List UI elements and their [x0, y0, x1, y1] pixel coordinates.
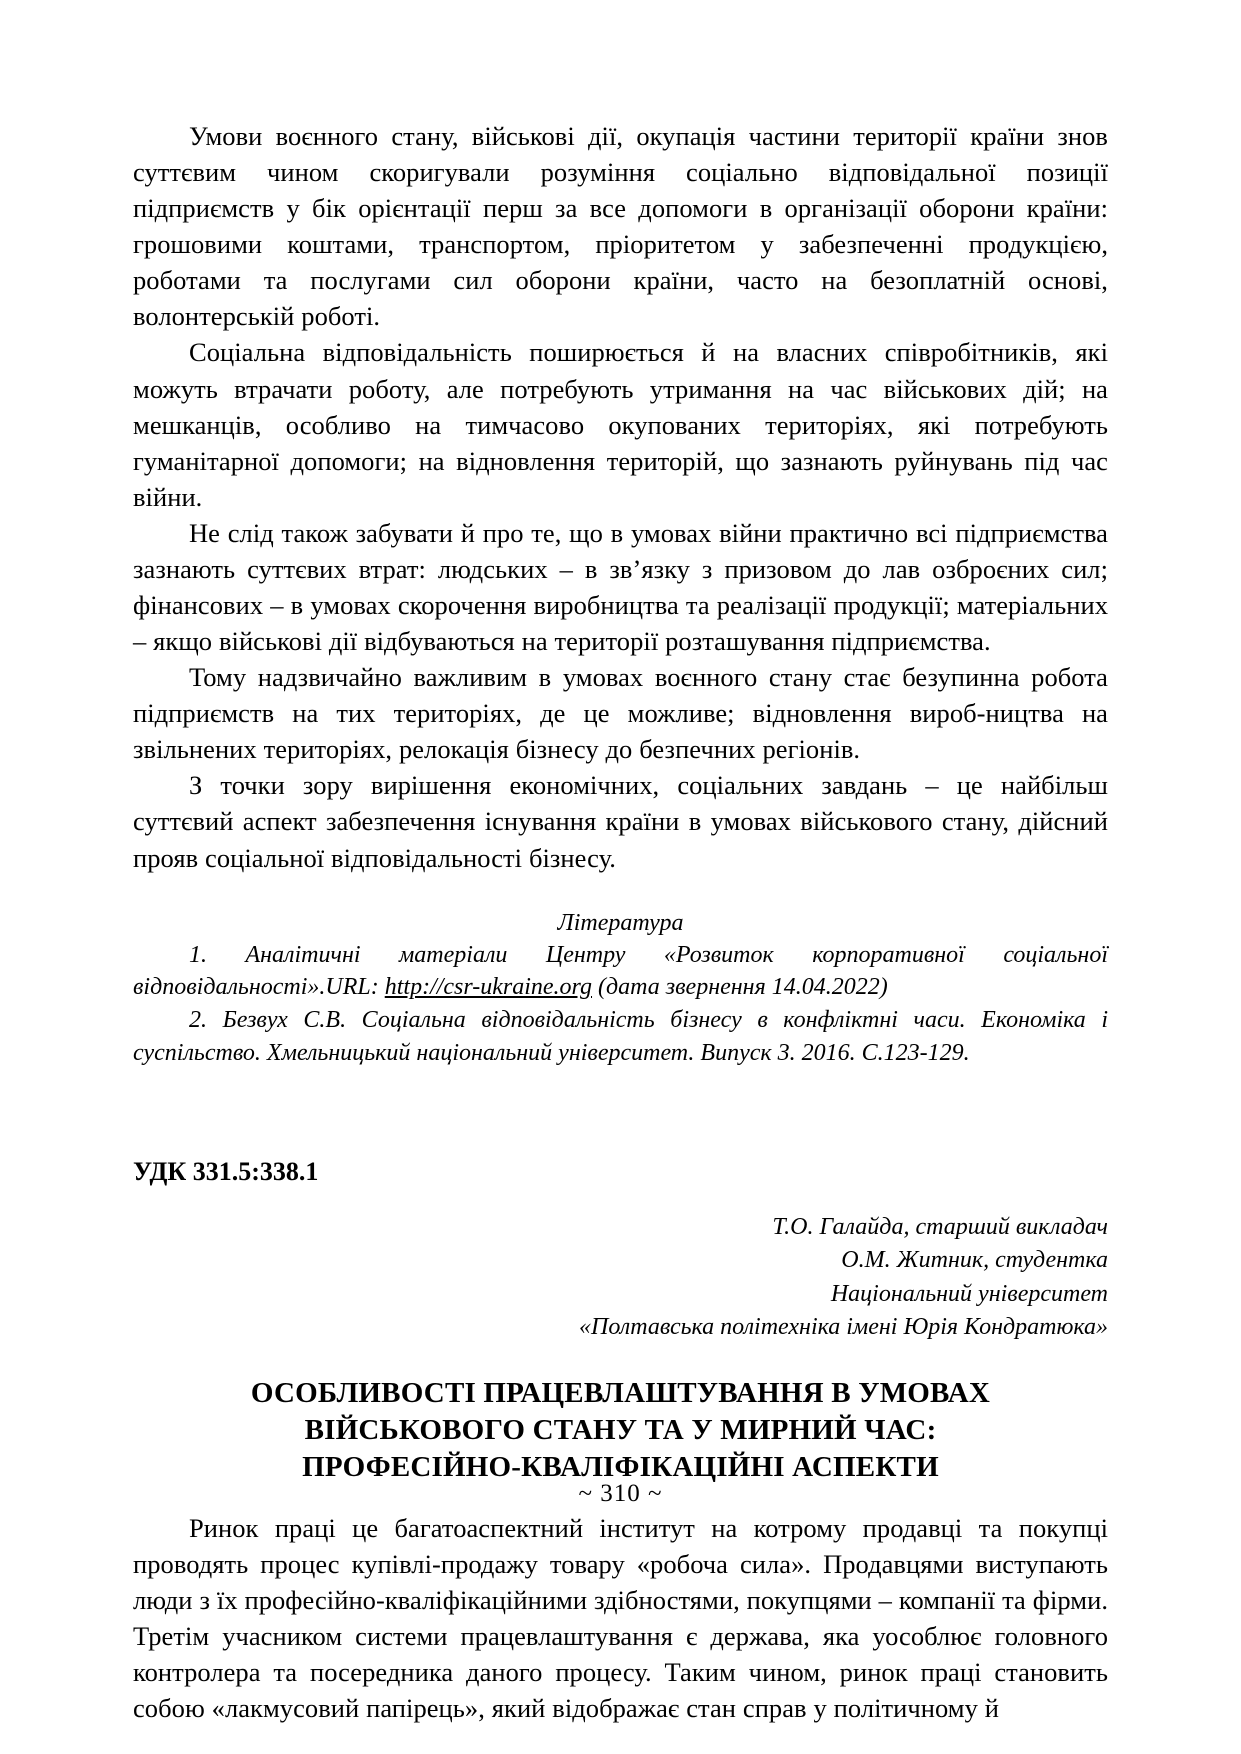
- paragraph: Умови воєнного стану, військові дії, окупація частини території країни знов суттєвим чином скоригували розуміння соціально відповідальної позиції підприємств у бік орієнтації перш за все допомоги в організації оборони країни: грошовими коштами, транспортом, пріоритетом у забезпеченні продукцією, роботами та послугами сил оборони країни, часто на безоплатній основі, волонтерській роботі.: [133, 121, 1108, 332]
- reference-url-link[interactable]: http://csr-ukraine.org: [384, 974, 593, 1001]
- reference-text-after-url: (дата звернення 14.04.2022): [592, 974, 888, 1001]
- affiliation-line-institute: «Полтавська політехніка імені Юрія Кондратюка»: [579, 1314, 1108, 1341]
- paragraph: Не слід також забувати й про те, що в умовах війни практично всі підприємства зазнають суттєвих втрат: людських – в зв’язку з призовом до лав озброєних сил; фінансових – в умовах скорочення виробництва та реалізації продукції; матеріальних – якщо військові дії відбуваються на території розташування підприємства.: [133, 517, 1108, 657]
- reference-text-before-url: 1. Аналітичні матеріали Центру «Розвиток корпоративної соціальної відповідальності».URL:: [133, 941, 1108, 1001]
- literature-heading: Література: [557, 909, 684, 936]
- article-title-line: ОСОБЛИВОСТІ ПРАЦЕВЛАШТУВАННЯ В УМОВАХ: [250, 1376, 991, 1409]
- paragraph: Соціальна відповідальність поширюється й на власних співробітників, які можуть втрачати роботу, але потребують утримання на час військових дій; на мешканців, особливо на тимчасово окупованих територіях, які потребують гуманітарної допомоги; на відновлення територій, що зазнають руйнувань під час війни.: [133, 337, 1108, 512]
- reference-item: [133, 1004, 1108, 1069]
- affiliation-line-university: Національний університет: [830, 1280, 1108, 1307]
- author-affiliation-block: [133, 1211, 1108, 1344]
- article-title: [133, 1375, 1108, 1486]
- article-title-line: ПРОФЕСІЙНО-КВАЛІФІКАЦІЙНІ АСПЕКТИ: [302, 1450, 939, 1483]
- paragraph: Ринок праці це багатоаспектний інститут на котрому продавці та покупці проводять процес купівлі-продажу товару «робоча сила». Продавцями виступають люди з їх професійно-кваліфікаційними здібностями, покупцями – компанії та фірми. Третім учасником системи працевлаштування є держава, яка уособлює головного контролера та посередника даного процесу. Таким чином, ринок праці становить собою «лакмусовий папірець», який відображає стан справ у політичному й: [133, 1512, 1108, 1724]
- author-line-primary: Т.О. Галайда, старший викладач: [772, 1214, 1108, 1241]
- reference-item: [133, 939, 1108, 1004]
- reference-text: 2. Безвух С.В. Соціальна відповідальність бізнесу в конфліктні часи. Економіка і суспільство. Хмельницький національний університет. Випуск 3. 2016. С.123-129.: [133, 1007, 1108, 1066]
- paragraph: З точки зору вирішення економічних, соціальних завдань – це найбільш суттєвий аспект забезпечення існування країни в умовах військового стану, дійсний прояв соціальної відповідальності бізнесу.: [133, 770, 1108, 873]
- body-text-block-two: [133, 1510, 1108, 1726]
- body-text-block-one: [133, 118, 1108, 876]
- page-number: ~ 310 ~: [578, 1480, 663, 1507]
- author-line-secondary: О.М. Житник, студентка: [841, 1247, 1108, 1274]
- literature-section: [133, 908, 1108, 1070]
- article-title-line: ВІЙСЬКОВОГО СТАНУ ТА У МИРНИЙ ЧАС:: [304, 1413, 937, 1446]
- udc-code: УДК 331.5:338.1: [133, 1157, 319, 1187]
- paragraph: Тому надзвичайно важливим в умовах воєнного стану стає безупинна робота підприємств на тих територіях, де це можливе; відновлення вироб-ництва на звільнених територіях, релокація бізнесу до безпечних регіонів.: [133, 662, 1108, 765]
